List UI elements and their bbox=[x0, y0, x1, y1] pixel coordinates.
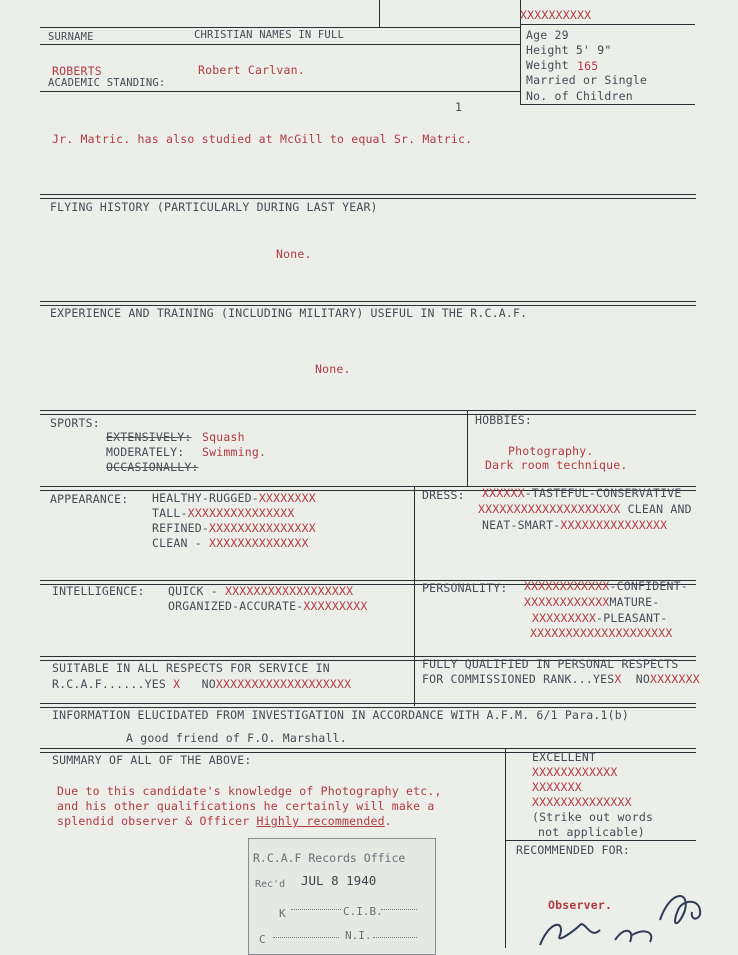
sports-moderately-value: Swimming. bbox=[202, 445, 267, 459]
hobbies-line-2: Dark room technique. bbox=[485, 458, 628, 472]
hobbies-line-1: Photography. bbox=[508, 444, 594, 458]
sports-occasionally-label: OCCASIONALLY: bbox=[106, 460, 199, 474]
dress-line-1: XXXXXX-TASTEFUL-CONSERVATIVE bbox=[482, 486, 682, 500]
intelligence-line-2: ORGANIZED-ACCURATE-XXXXXXXXX bbox=[168, 599, 368, 613]
surname-label: SURNAME bbox=[48, 31, 94, 43]
information-label: INFORMATION ELUCIDATED FROM INVESTIGATION IN ACCORDANCE WITH A.F.M. 6/1 Para.1(b) bbox=[52, 708, 630, 722]
page-mark: 1 bbox=[455, 100, 463, 114]
personality-label: PERSONALITY: bbox=[422, 581, 508, 595]
appearance-line-3: REFINED-XXXXXXXXXXXXXXX bbox=[152, 521, 316, 535]
personality-line-2: XXXXXXXXXXXXMATURE- bbox=[524, 595, 660, 609]
suitable-line-1: SUITABLE IN ALL RESPECTS FOR SERVICE IN bbox=[52, 661, 330, 675]
stamp-n-dots bbox=[373, 937, 417, 938]
handwritten-signature bbox=[520, 880, 720, 950]
header-right-bottom bbox=[520, 104, 695, 105]
academic-rule bbox=[40, 91, 520, 92]
height-field: Height 5' 9" bbox=[526, 43, 612, 57]
rating-bottom bbox=[505, 840, 696, 841]
hobbies-label: HOBBIES: bbox=[475, 413, 532, 427]
rating-excellent: EXCELLENT bbox=[532, 750, 597, 764]
christian-names-label: CHRISTIAN NAMES IN FULL bbox=[194, 29, 344, 41]
stamp-title: R.C.A.F Records Office bbox=[253, 851, 406, 865]
rating-strike-3: XXXXXXXXXXXXXX bbox=[532, 795, 632, 809]
surname-rule bbox=[40, 44, 520, 45]
top-vertical bbox=[379, 0, 380, 27]
children-field: No. of Children bbox=[526, 89, 633, 103]
records-office-stamp bbox=[248, 838, 436, 955]
sports-label: SPORTS: bbox=[50, 416, 100, 430]
sports-extensively-value: Squash bbox=[202, 430, 245, 444]
age-field: Age 29 bbox=[526, 28, 569, 42]
stamp-k: K bbox=[279, 907, 286, 920]
personality-line-1: XXXXXXXXXXXX-CONFIDENT- bbox=[524, 579, 688, 593]
rating-strike-2: XXXXXXX bbox=[532, 780, 582, 794]
experience-value: None. bbox=[315, 362, 351, 376]
recommended-label: RECOMMENDED FOR: bbox=[516, 843, 630, 857]
stamp-c: C bbox=[259, 933, 266, 946]
stamp-date: JUL 8 1940 bbox=[301, 873, 377, 888]
header-right-top bbox=[520, 24, 695, 25]
stamp-k-dots bbox=[291, 909, 341, 910]
appearance-dress-divider bbox=[414, 486, 415, 706]
married-field: Married or Single bbox=[526, 73, 648, 87]
academic-standing-label: ACADEMIC STANDING: bbox=[48, 77, 166, 89]
flying-history-label: FLYING HISTORY (PARTICULARLY DURING LAST YEAR) bbox=[50, 200, 378, 214]
dress-line-3: NEAT-SMART-XXXXXXXXXXXXXXX bbox=[482, 518, 668, 532]
experience-label: EXPERIENCE AND TRAINING (INCLUDING MILITARY) USEFUL IN THE R.C.A.F. bbox=[50, 306, 528, 320]
intelligence-line-1: QUICK - XXXXXXXXXXXXXXXXXX bbox=[168, 584, 354, 598]
appearance-line-1: HEALTHY-RUGGED-XXXXXXXX bbox=[152, 491, 316, 505]
weight-value: 165 bbox=[577, 59, 599, 73]
academic-text: Jr. Matric. has also studied at McGill to equal Sr. Matric. bbox=[52, 132, 473, 146]
personality-line-4: XXXXXXXXXXXXXXXXXXXX bbox=[530, 626, 673, 640]
summary-label: SUMMARY OF ALL OF THE ABOVE: bbox=[52, 753, 252, 767]
rating-strike-note-1: (Strike out words bbox=[532, 810, 654, 824]
flying-history-value: None. bbox=[276, 247, 312, 261]
information-value: A good friend of F.O. Marshall. bbox=[126, 731, 347, 745]
sports-extensively-label: EXTENSIVELY: bbox=[106, 430, 192, 444]
sports-hobbies-divider bbox=[467, 410, 468, 486]
summary-line-1: Due to this candidate's knowledge of Photography etc., bbox=[57, 784, 442, 798]
stamp-n: N.I. bbox=[345, 929, 372, 942]
appearance-line-4: CLEAN - XXXXXXXXXXXXXX bbox=[152, 536, 309, 550]
flying-rule bbox=[40, 194, 696, 199]
dress-line-2: XXXXXXXXXXXXXXXXXXXX CLEAN AND bbox=[478, 502, 692, 516]
personality-line-3: XXXXXXXXX-PLEASANT- bbox=[532, 611, 668, 625]
summary-line-3: splendid observer & Officer Highly recommended. bbox=[57, 814, 392, 828]
stamp-recd-label: Rec'd bbox=[255, 879, 286, 890]
sports-moderately-label: MODERATELY: bbox=[106, 445, 185, 459]
summary-rating-divider bbox=[505, 748, 506, 948]
suitable-line-2: R.C.A.F......YES X NOXXXXXXXXXXXXXXXXXXX bbox=[52, 677, 352, 691]
rating-strike-note-2: not applicable) bbox=[538, 825, 645, 839]
sports-rule bbox=[40, 410, 696, 415]
recommended-value: Observer. bbox=[548, 898, 613, 912]
appearance-label: APPEARANCE: bbox=[50, 492, 129, 506]
top-strike-x: XXXXXXXXXX bbox=[520, 8, 592, 22]
qualified-line-2: FOR COMMISSIONED RANK...YESX NOXXXXXXX bbox=[422, 672, 700, 686]
stamp-ci: C.I.B. bbox=[343, 905, 383, 918]
rating-strike-1: XXXXXXXXXXXX bbox=[532, 765, 618, 779]
qualified-line-1: FULLY QUALIFIED IN PERSONAL RESPECTS bbox=[422, 657, 679, 671]
appearance-line-2: TALL-XXXXXXXXXXXXXXX bbox=[152, 506, 295, 520]
summary-line-2: and his other qualifications he certainly will make a bbox=[57, 799, 435, 813]
christian-names-value: Robert Carlvan. bbox=[198, 63, 305, 77]
stamp-ci-dots bbox=[381, 909, 417, 910]
surname-value: ROBERTS bbox=[52, 64, 102, 78]
weight-label: Weight bbox=[526, 58, 569, 72]
intelligence-label: INTELLIGENCE: bbox=[52, 584, 145, 598]
top-rule bbox=[40, 27, 520, 28]
stamp-c-dots bbox=[273, 937, 339, 938]
dress-label: DRESS: bbox=[422, 488, 465, 502]
